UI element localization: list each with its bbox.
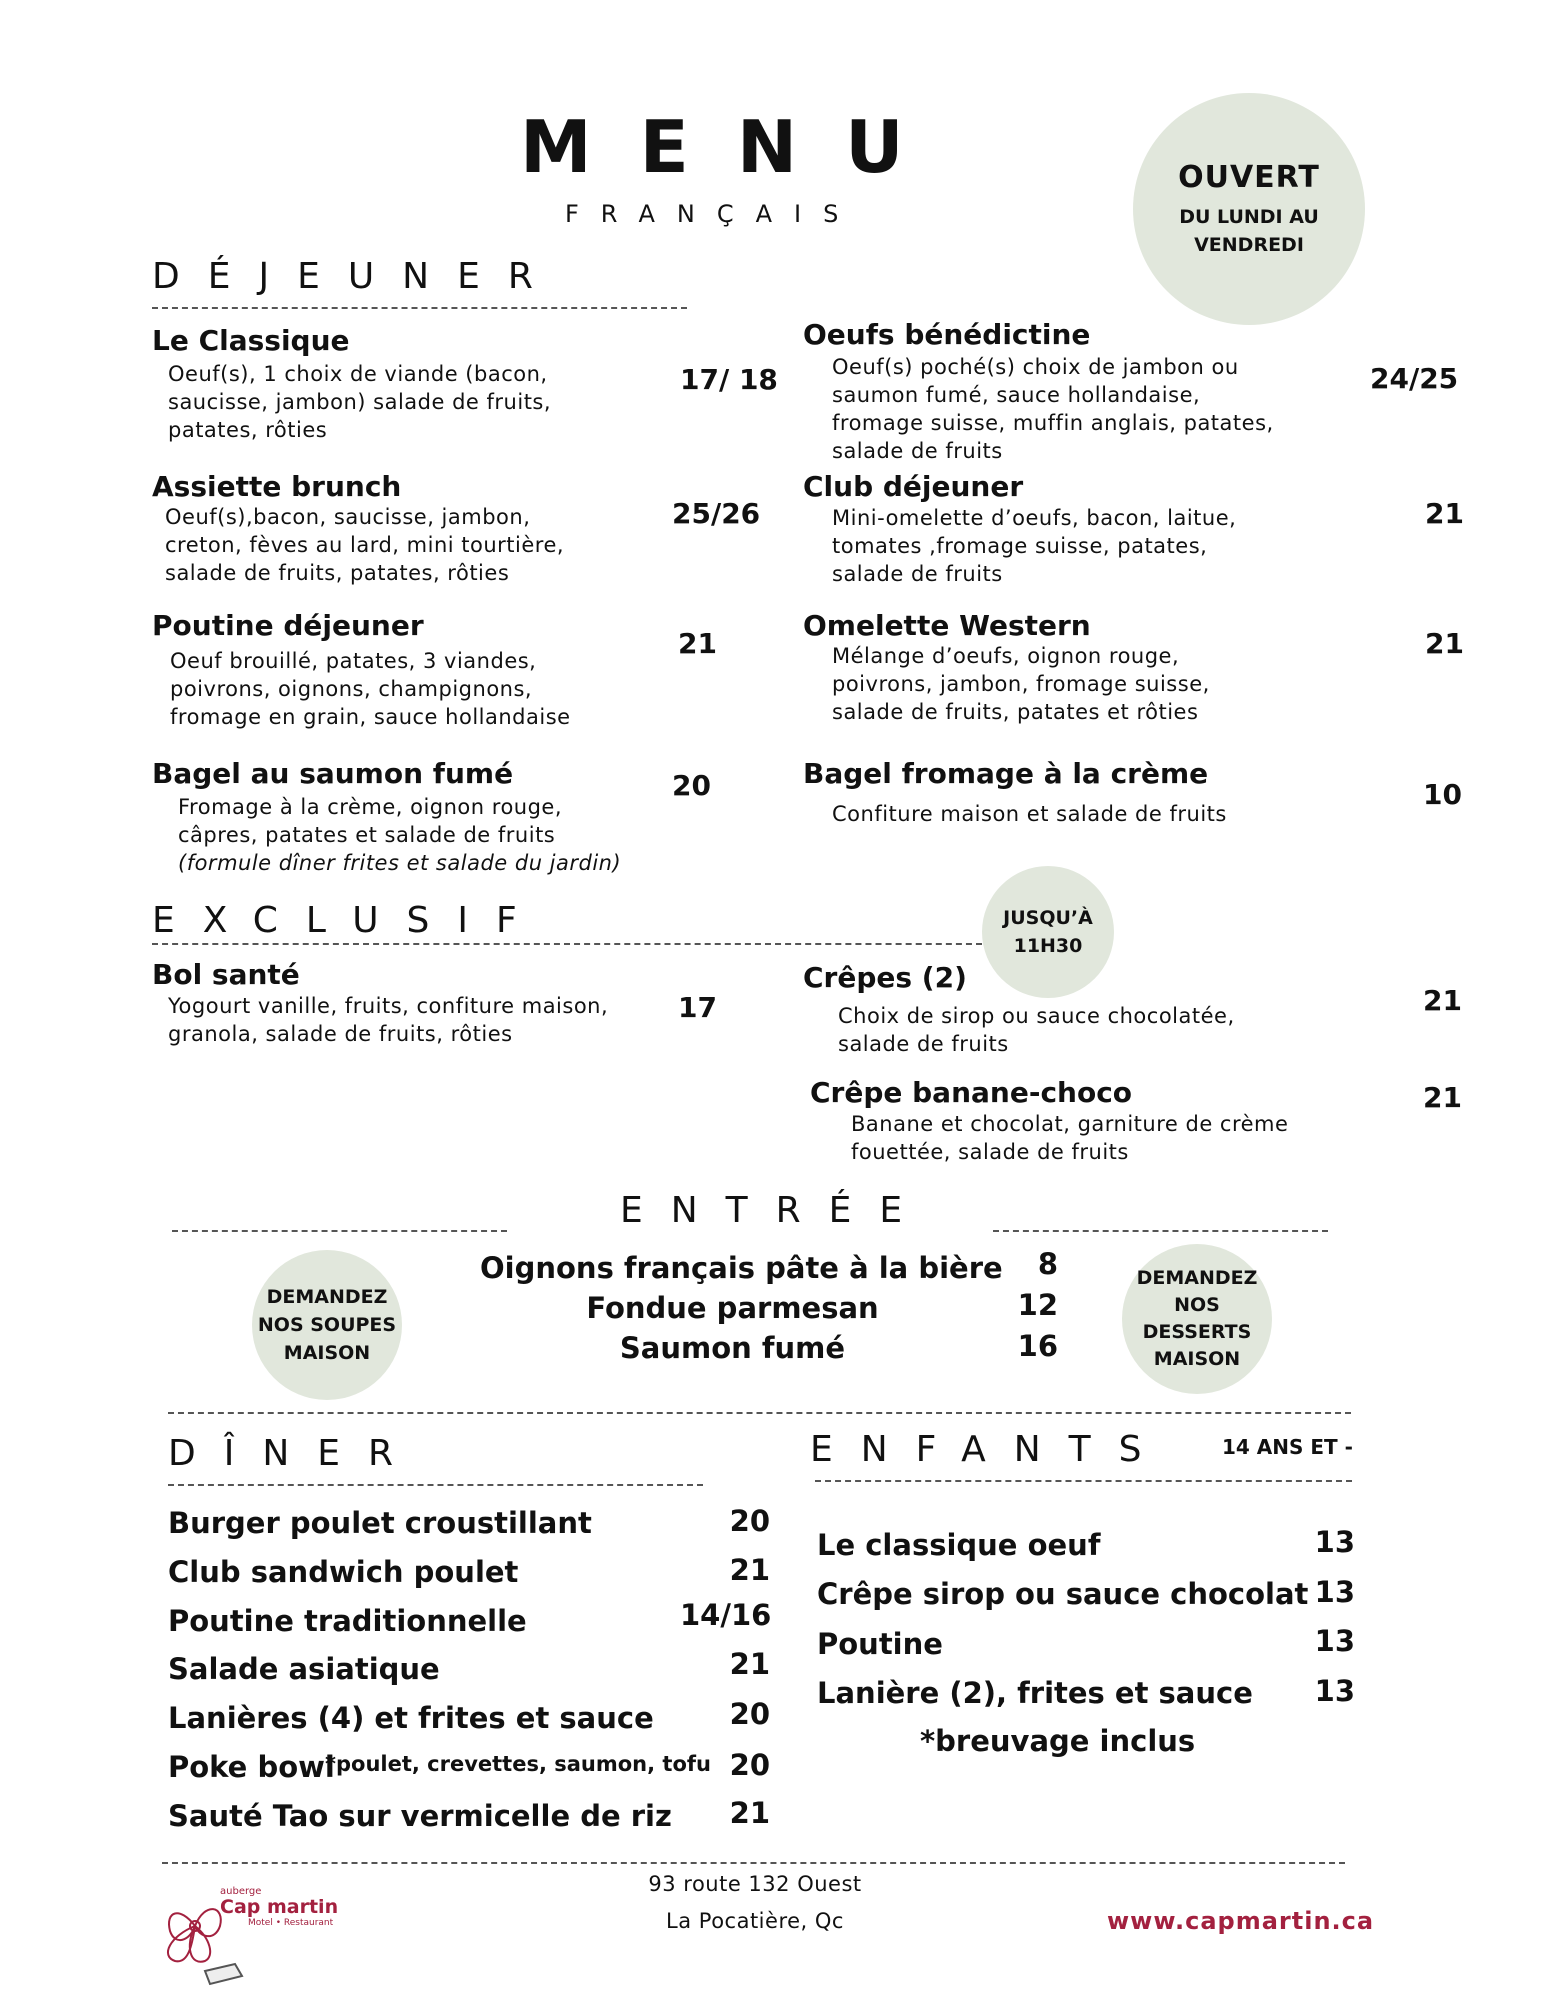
diner-heading: DÎNER — [168, 1433, 422, 1474]
diner-item-name: Salade asiatique — [168, 1652, 440, 1686]
item-price: 17 — [678, 991, 717, 1024]
enfants-item-price: 13 — [1314, 1525, 1355, 1559]
open-badge-line: VENDREDI — [1194, 233, 1304, 256]
item-price: 20 — [672, 769, 711, 802]
enfants-heading: ENFANTS — [810, 1429, 1170, 1470]
divider — [815, 1480, 1352, 1482]
divider — [168, 1412, 1351, 1414]
divider — [162, 1862, 1345, 1864]
item-description: Yogourt vanille, fruits, confiture maison, granola, salade de fruits, rôties — [168, 994, 609, 1046]
item-description: Oeuf(s), 1 choix de viande (bacon, saucisse, jambon) salade de fruits, patates, rôties — [168, 362, 552, 442]
divider — [172, 1230, 507, 1232]
logo-tagline: Motel • Restaurant — [248, 1918, 334, 1928]
diner-item-note: *poulet, crevettes, saumon, tofu — [325, 1752, 711, 1776]
divider — [152, 307, 687, 309]
item-name: Bol santé — [152, 958, 300, 991]
diner-item-price: 14/16 — [680, 1598, 772, 1632]
enfants-item-price: 13 — [1314, 1624, 1355, 1658]
item-name: Bagel au saumon fumé — [152, 757, 514, 790]
enfants-item-name: Lanière (2), frites et sauce — [817, 1676, 1253, 1710]
desserts-badge-line: DEMANDEZ — [1136, 1267, 1258, 1289]
enfants-item-name: Le classique oeuf — [817, 1528, 1101, 1562]
dejeuner-heading: DÉJEUNER — [152, 256, 561, 297]
item-price: 24/25 — [1370, 362, 1459, 395]
divider — [168, 1484, 703, 1486]
soups-badge-line: DEMANDEZ — [266, 1286, 388, 1308]
soups-badge-line: NOS SOUPES — [257, 1314, 397, 1336]
item-name: Club déjeuner — [803, 470, 1024, 503]
divider — [993, 1230, 1328, 1232]
item-description: Choix de sirop ou sauce chocolatée, salade de fruits — [838, 1004, 1235, 1056]
diner-item-name: Burger poulet croustillant — [168, 1506, 592, 1540]
diner-item-name: Club sandwich poulet — [168, 1555, 519, 1589]
item-name: Crêpes (2) — [803, 961, 967, 994]
open-badge-line: DU LUNDI AU — [1179, 205, 1319, 228]
diner-item-price: 21 — [729, 1553, 770, 1587]
entree-item-price: 16 — [1017, 1329, 1058, 1363]
item-price: 17/ 18 — [680, 363, 778, 396]
item-description: Banane et chocolat, garniture de crème fouettée, salade de fruits — [851, 1112, 1289, 1164]
item-description: Mini-omelette d’oeufs, bacon, laitue, tomates ,fromage suisse, patates, salade de fruits — [832, 506, 1237, 586]
open-days-badge — [1133, 93, 1365, 325]
item-description: Fromage à la crème, oignon rouge, câpres, patates et salade de fruits (formule dîner frites et salade du jardin) — [178, 793, 698, 877]
desserts-badge-line: NOS DESSERTS — [1142, 1294, 1252, 1343]
item-price: 21 — [1423, 984, 1462, 1017]
entree-item-price: 12 — [1017, 1288, 1058, 1322]
item-price: 21 — [1425, 627, 1464, 660]
item-name: Bagel fromage à la crème — [803, 757, 1209, 790]
item-description: Oeuf brouillé, patates, 3 viandes, poivrons, oignons, champignons, fromage en grain, sauce hollandaise — [170, 649, 571, 729]
open-badge-title: OUVERT — [1178, 159, 1320, 195]
logo-small-text: auberge — [220, 1886, 262, 1897]
desserts-badge — [1122, 1244, 1272, 1394]
diner-item-name: Lanières (4) et frites et sauce — [168, 1701, 654, 1735]
item-price: 25/26 — [672, 497, 761, 530]
item-name: Poutine déjeuner — [152, 609, 424, 642]
entree-item-price: 8 — [1037, 1247, 1058, 1281]
enfants-item-price: 13 — [1314, 1575, 1355, 1609]
entree-item-name: Oignons français pâte à la bière — [480, 1251, 1003, 1285]
item-name: Crêpe banane-choco — [810, 1076, 1133, 1109]
diner-item-price: 21 — [729, 1796, 770, 1830]
desserts-badge-line: MAISON — [1153, 1348, 1241, 1370]
soups-badge — [252, 1250, 402, 1400]
enfants-item-name: Poutine — [817, 1627, 943, 1661]
language-subtitle: FRANÇAIS — [565, 200, 861, 228]
item-price: 21 — [1423, 1081, 1462, 1114]
item-name: Omelette Western — [803, 609, 1091, 642]
diner-item-name: Poutine traditionnelle — [168, 1604, 527, 1638]
soups-badge-line: MAISON — [283, 1342, 371, 1364]
entree-item-name: Fondue parmesan — [586, 1291, 879, 1325]
item-name: Assiette brunch — [152, 470, 402, 503]
entree-heading: ENTRÉE — [620, 1190, 931, 1231]
entree-item-name: Saumon fumé — [619, 1331, 846, 1365]
diner-item-price: 20 — [729, 1748, 770, 1782]
item-price: 21 — [678, 627, 717, 660]
address-line-2: La Pocatière, Qc — [666, 1909, 844, 1933]
website-link[interactable]: www.capmartin.ca — [1107, 1907, 1375, 1935]
until-time-badge — [982, 866, 1114, 998]
item-price: 21 — [1425, 497, 1464, 530]
diner-item-price: 20 — [729, 1504, 770, 1538]
divider — [152, 943, 982, 945]
age-limit-label: 14 ANS ET - — [1222, 1435, 1353, 1459]
logo — [150, 1876, 340, 1986]
item-note: (formule dîner frites et salade du jardin) — [178, 851, 622, 875]
until-badge-line: JUSQU’À — [1003, 907, 1093, 929]
item-price: 10 — [1423, 778, 1462, 811]
enfants-item-price: 13 — [1314, 1674, 1355, 1708]
logo-name: Cap martin — [220, 1896, 339, 1918]
until-badge-line: 11H30 — [1013, 935, 1083, 957]
diner-item-price: 21 — [729, 1647, 770, 1681]
item-description: Mélange d’oeufs, oignon rouge, poivrons, jambon, fromage suisse, salade de fruits, patates et rôties — [832, 644, 1210, 724]
menu-title: MENU — [520, 105, 952, 189]
item-description: Oeuf(s),bacon, saucisse, jambon, creton, fèves au lard, mini tourtière, salade de fruits, patates, rôties — [165, 505, 565, 585]
item-name: Oeufs bénédictine — [803, 318, 1091, 351]
item-description: Confiture maison et salade de fruits — [832, 802, 1227, 826]
address-line-1: 93 route 132 Ouest — [648, 1872, 862, 1896]
diner-item-name: Sauté Tao sur vermicelle de riz — [168, 1799, 672, 1833]
enfants-item-name: Crêpe sirop ou sauce chocolat — [817, 1577, 1309, 1611]
exclusif-heading: EXCLUSIF — [152, 900, 545, 941]
beverage-included-note: *breuvage inclus — [920, 1724, 1196, 1758]
diner-item-name: Poke bowl — [168, 1750, 335, 1784]
item-description: Oeuf(s) poché(s) choix de jambon ou saumon fumé, sauce hollandaise, fromage suisse, muffin anglais, patates, salade de fruits — [832, 355, 1274, 463]
diner-item-price: 20 — [729, 1697, 770, 1731]
item-name: Le Classique — [152, 324, 350, 357]
